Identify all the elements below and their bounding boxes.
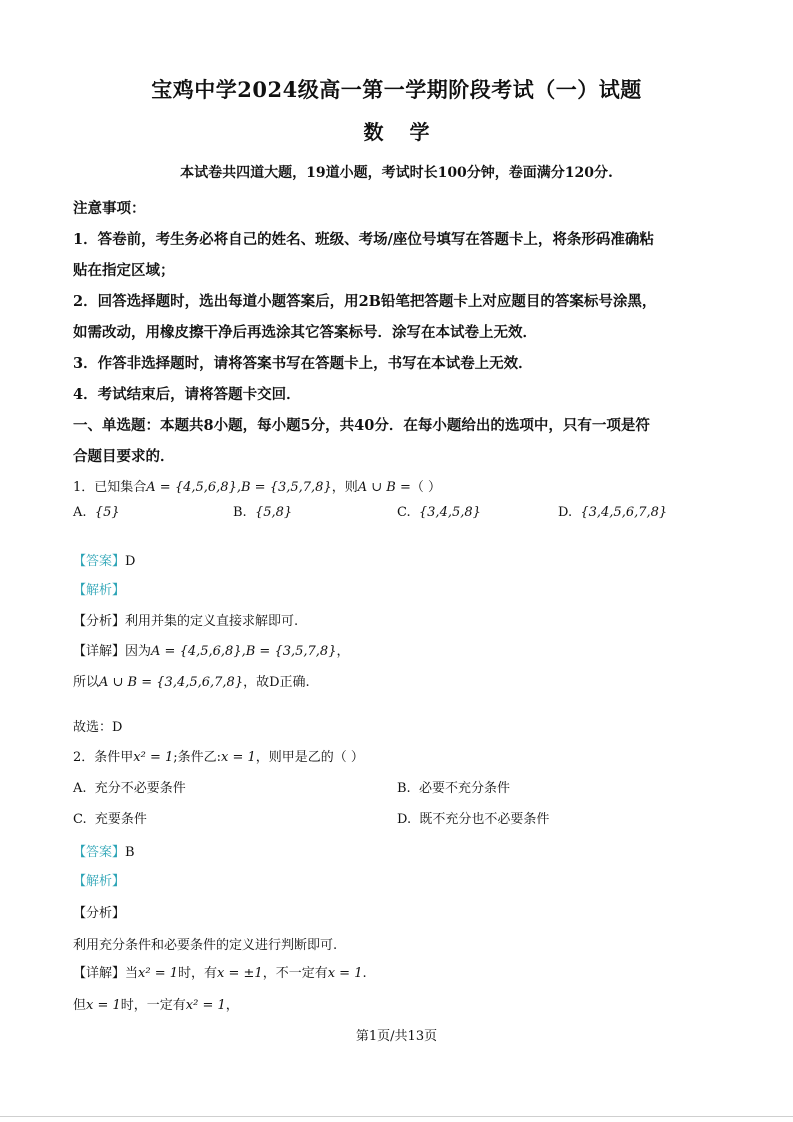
q2-fenxi-text: 利用充分条件和必要条件的定义进行判断即可. xyxy=(73,938,338,953)
question-1-stem xyxy=(73,476,441,495)
q2-option-b-label: B. xyxy=(397,781,411,796)
q2-d2-m1: x = 1 xyxy=(86,998,121,1013)
note-line-2: 贴在指定区域； xyxy=(73,262,175,279)
q2-fenxi-tag: 【分析】 xyxy=(73,906,126,921)
q2-option-a-label: A. xyxy=(73,781,87,796)
q1-detail2-math: A ∪ B = {3,4,5,6,7,8} xyxy=(99,675,244,690)
q2-d1-a: 当 xyxy=(125,966,139,981)
q2-suffix: ，则甲是乙的（ ） xyxy=(255,750,364,765)
q1-fenxi xyxy=(73,610,298,629)
q2-option-b-value: 必要不充分条件 xyxy=(418,781,510,796)
q1-choose: 故选：D xyxy=(73,720,123,735)
q2-detail-tag: 【详解】 xyxy=(73,966,126,981)
q2-option-d-value: 既不充分也不必要条件 xyxy=(419,812,550,827)
note-line-1: 1．答卷前，考生务必将自己的姓名、班级、考场/座位号填写在答题卡上，将条形码准确粘 xyxy=(73,231,654,248)
q2-d2-b: 时，一定有 xyxy=(120,998,186,1013)
q1-prefix: 1．已知集合 xyxy=(73,480,147,495)
q2-answer-tag: 【答案】 xyxy=(73,845,126,860)
q1-detail-line-2 xyxy=(73,671,310,690)
q2-mid: ;条件乙: xyxy=(173,750,222,765)
note-line-3: 2．回答选择题时，选出每道小题答案后，用2B铅笔把答题卡上对应题目的答案标号涂黑， xyxy=(73,293,657,310)
q1-detail1-pre: 因为 xyxy=(125,644,152,659)
q2-cond-1: x² = 1 xyxy=(133,750,174,765)
q1-set-a: A = {4,5,6,8} xyxy=(146,480,237,495)
q2-option-c-label: C. xyxy=(73,812,87,827)
q2-option-a xyxy=(73,777,186,796)
q1-option-d-label: D. xyxy=(558,505,573,520)
q1-answer-tag: 【答案】 xyxy=(73,554,126,569)
q1-set-b: ,B = {3,5,7,8} xyxy=(236,480,332,495)
q2-d1-m3: x = 1 xyxy=(327,966,363,981)
q1-option-b-value: {5,8} xyxy=(254,505,293,520)
q1-option-b-label: B. xyxy=(233,505,247,520)
q2-d1-c: ，不一定有 xyxy=(262,966,328,981)
note-line-6: 4．考试结束后，请将答题卡交回． xyxy=(73,386,301,403)
q1-mid: ，则 xyxy=(331,480,358,495)
exam-intro: 本试卷共四道大题，19道小题，考试时长100分钟，卷面满分120分. xyxy=(180,165,613,181)
q2-d2-a: 但 xyxy=(73,998,87,1013)
q1-option-d-value: {3,4,5,6,7,8} xyxy=(580,505,668,520)
q2-option-b xyxy=(397,777,510,796)
page-title: 宝鸡中学2024级高一第一学期阶段考试（一）试题 xyxy=(151,77,642,102)
q1-expr: A ∪ B = xyxy=(357,480,411,495)
q2-d1-m2: x = ±1 xyxy=(217,966,263,981)
question-2-stem xyxy=(73,746,364,765)
q1-option-a-label: A. xyxy=(73,505,87,520)
q1-fenxi-tag: 【分析】 xyxy=(73,614,126,629)
q1-option-c xyxy=(397,505,481,520)
note-line-5: 3．作答非选择题时，请将答案书写在答题卡上，书写在本试卷上无效． xyxy=(73,355,533,372)
q1-detail-tag: 【详解】 xyxy=(73,644,126,659)
q2-option-c xyxy=(73,808,147,827)
subject-char-1: 数 xyxy=(363,120,384,144)
q2-prefix: 2．条件甲 xyxy=(73,750,134,765)
page-footer: 第1页/共13页 xyxy=(355,1029,438,1044)
q2-answer-value: B xyxy=(125,845,135,860)
q2-analysis-tag: 【解析】 xyxy=(73,874,126,889)
q2-option-d xyxy=(397,808,549,827)
note-line-4: 如需改动，用橡皮擦干净后再选涂其它答案标号．涂写在本试卷上无效． xyxy=(73,324,537,341)
q2-option-d-label: D. xyxy=(397,812,412,827)
q2-d2-c: ， xyxy=(225,998,239,1013)
q1-answer-value: D xyxy=(125,554,136,569)
q2-answer xyxy=(73,841,135,860)
q2-option-c-value: 充要条件 xyxy=(94,812,147,827)
q1-option-c-value: {3,4,5,8} xyxy=(418,505,481,520)
q1-detail2-pre: 所以 xyxy=(73,675,100,690)
q2-d2-m2: x² = 1 xyxy=(185,998,226,1013)
q2-option-a-value: 充分不必要条件 xyxy=(94,781,186,796)
q1-answer xyxy=(73,550,135,569)
section-heading-line-1: 一、单选题：本题共8小题，每小题5分，共40分．在每小题给出的选项中，只有一项是符 xyxy=(73,417,650,434)
bottom-divider xyxy=(0,1116,793,1117)
q1-option-a-value: {5} xyxy=(94,505,120,520)
q1-fenxi-text: 利用并集的定义直接求解即可. xyxy=(125,614,299,629)
q1-paren: （ ） xyxy=(410,480,442,495)
q1-option-d xyxy=(558,505,667,520)
subject-char-2: 学 xyxy=(409,120,430,144)
q2-detail-line-2 xyxy=(73,994,239,1013)
q1-option-a xyxy=(73,505,120,520)
notes-heading: 注意事项： xyxy=(73,200,146,217)
q2-d1-m1: x² = 1 xyxy=(138,966,179,981)
q2-detail-line-1 xyxy=(73,962,367,981)
q2-d1-b: 时，有 xyxy=(178,966,218,981)
q1-detail1-post: ， xyxy=(336,644,350,659)
q1-detail-line-1 xyxy=(73,640,349,659)
section-heading-line-2: 合题目要求的． xyxy=(73,448,175,465)
q1-option-b xyxy=(233,505,292,520)
q1-detail1-math: A = {4,5,6,8},B = {3,5,7,8} xyxy=(151,644,337,659)
q1-analysis-tag: 【解析】 xyxy=(73,583,126,598)
q1-option-c-label: C. xyxy=(397,505,411,520)
q2-d1-d: . xyxy=(362,966,367,981)
subject-heading xyxy=(0,116,793,145)
q1-detail2-post: ，故D正确. xyxy=(243,675,310,690)
q2-cond-2: x = 1 xyxy=(221,750,256,765)
